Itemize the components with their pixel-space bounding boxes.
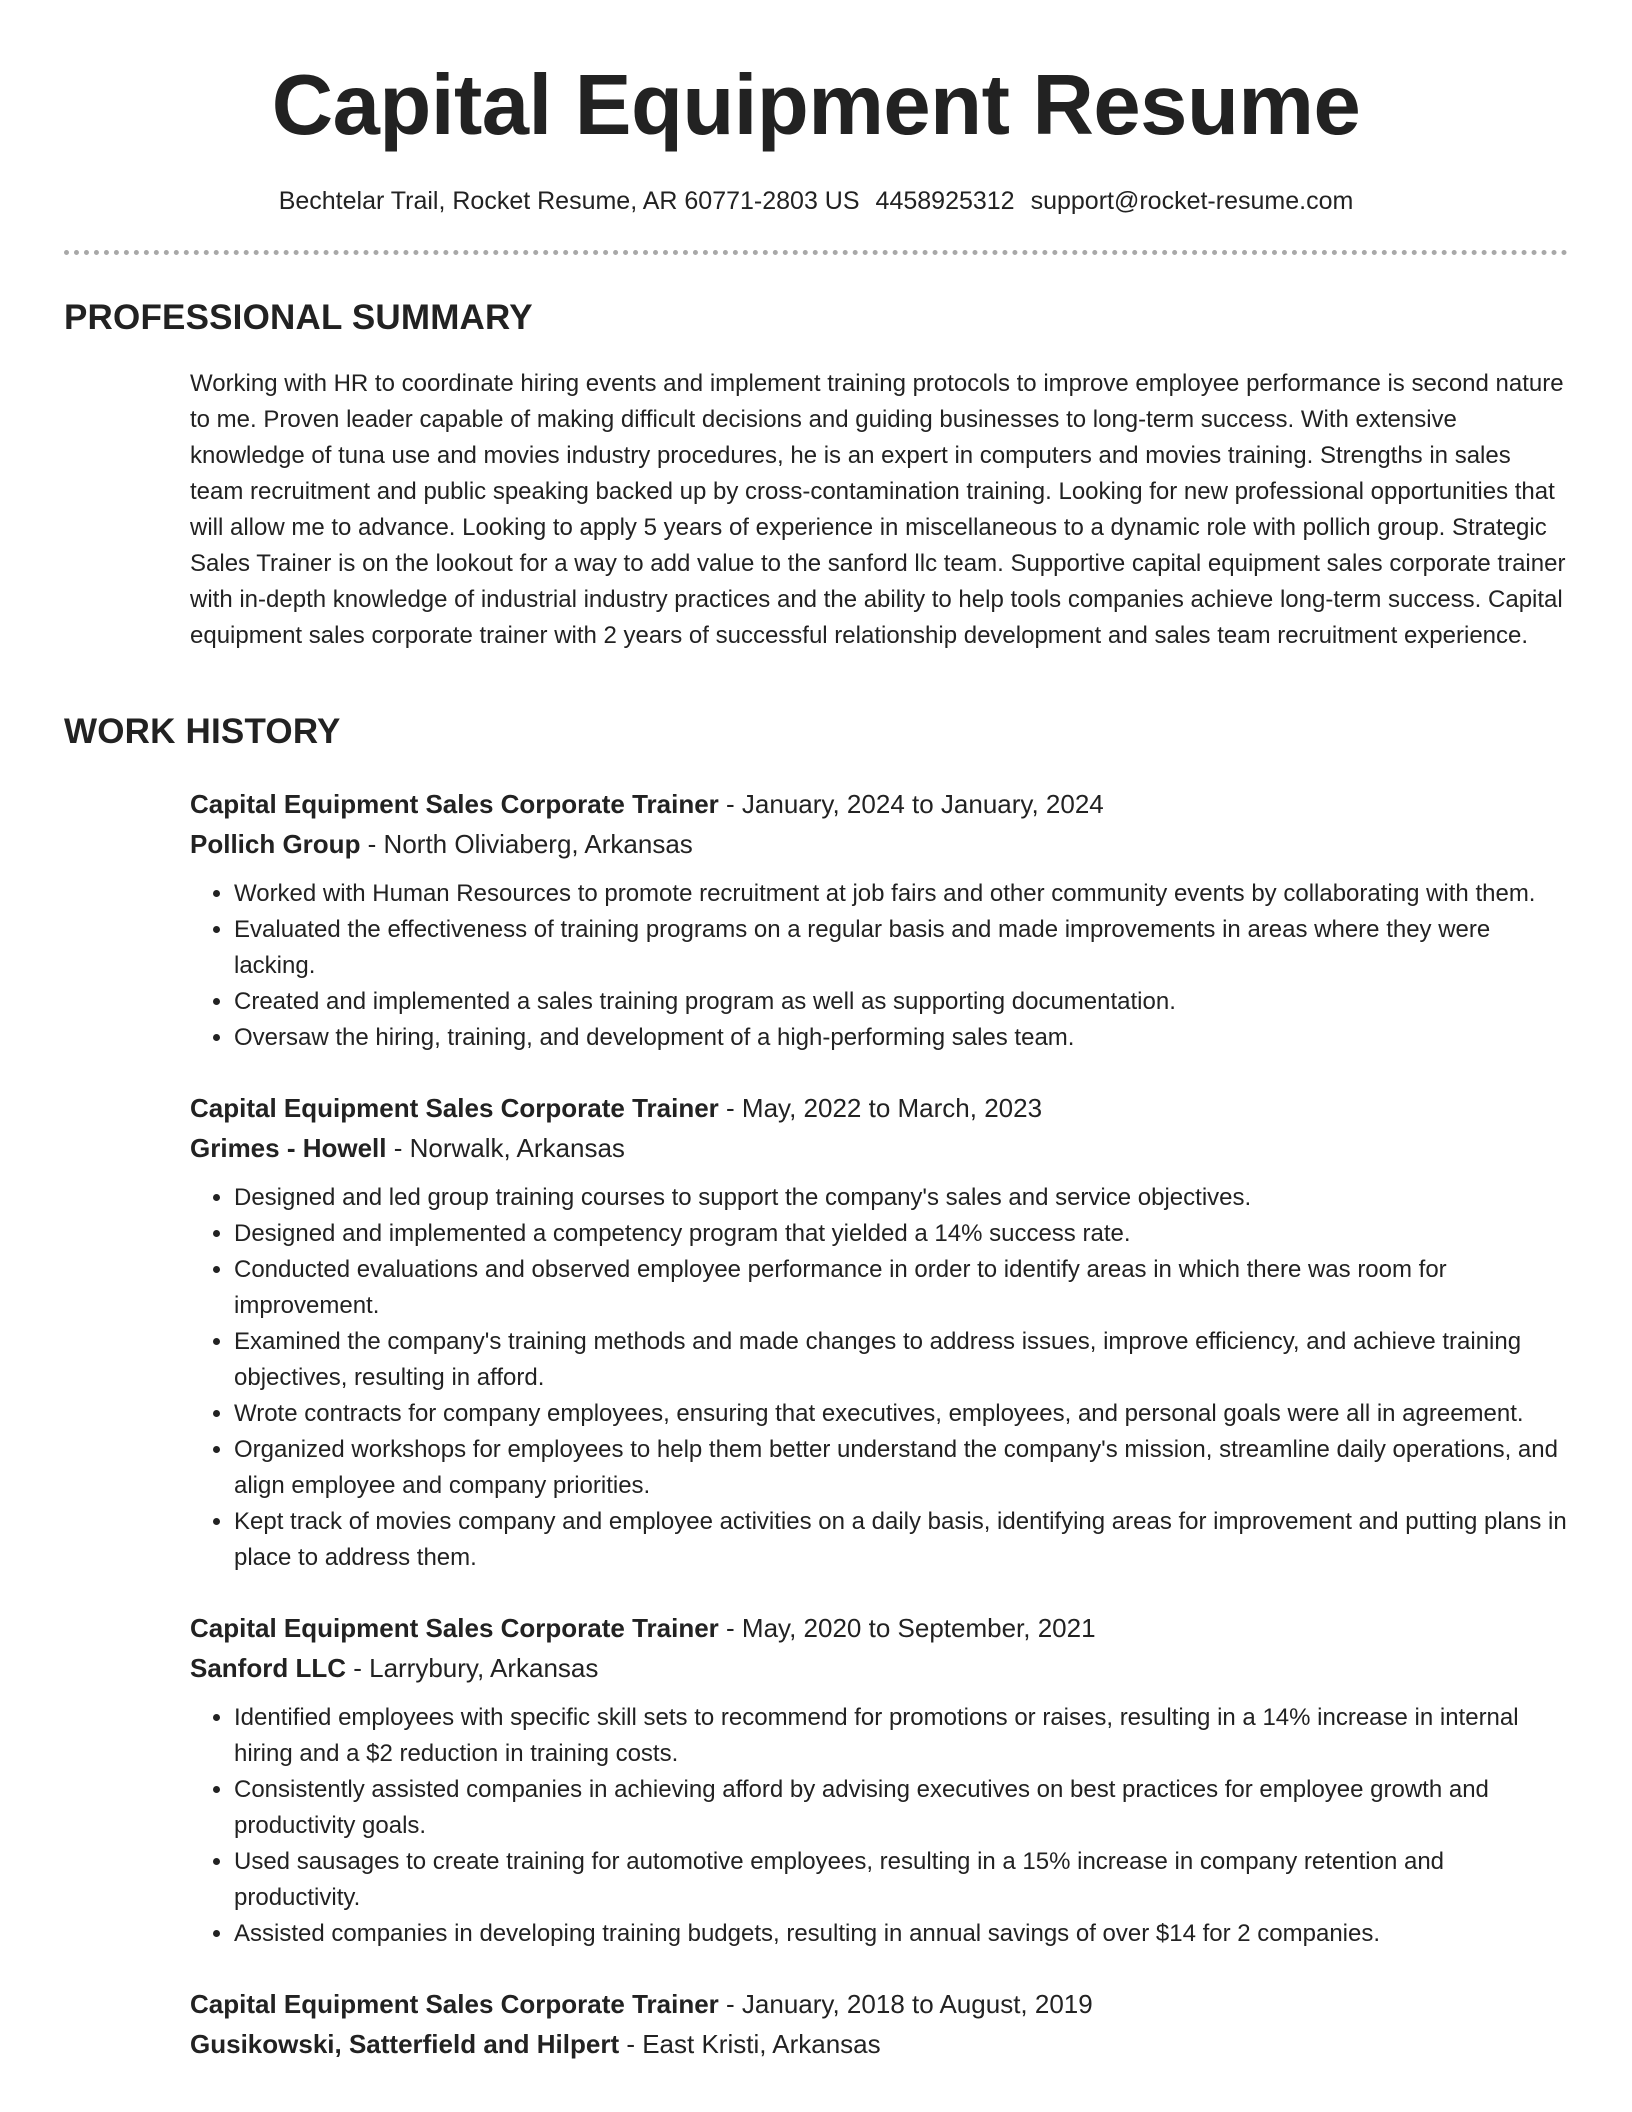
job-bullet: • Kept track of movies company and employee activities on a daily basis, identifying areas for improvement and putting plans in place to address them. (234, 1504, 1568, 1576)
contact-address: Bechtelar Trail, Rocket Resume, AR 60771-2803 US (278, 187, 860, 215)
job-location: - East Kristi, Arkansas (619, 2029, 881, 2059)
job-company-line (190, 2024, 1568, 2064)
work-history-heading: WORK HISTORY (64, 712, 341, 751)
job-bullet: • Used sausages to create training for automotive employees, resulting in a 15% increase in company retention and productivity. (234, 1844, 1568, 1916)
job-bullet: • Designed and implemented a competency program that yielded a 14% success rate. (234, 1216, 1568, 1252)
job-entry (190, 784, 1568, 1056)
job-bullet: • Consistently assisted companies in achieving afford by advising executives on best practices for employee growth and productivity goals. (234, 1772, 1568, 1844)
job-dates: - January, 2024 to January, 2024 (718, 789, 1104, 819)
job-company-line (190, 1128, 1568, 1168)
job-title-line (190, 784, 1568, 824)
job-bullet: • Created and implemented a sales training program as well as supporting documentation. (234, 984, 1568, 1020)
contact-email: support@rocket-resume.com (1030, 187, 1354, 215)
job-bullet: • Worked with Human Resources to promote recruitment at job fairs and other community events by collaborating with them. (234, 876, 1568, 912)
job-bullet: • Wrote contracts for company employees, ensuring that executives, employees, and personal goals were all in agreement. (234, 1396, 1568, 1432)
job-entry (190, 1984, 1568, 2064)
summary-text: Working with HR to coordinate hiring events and implement training protocols to improve employee performance is second nature to me. Proven leader capable of making difficult decisions and guiding businesses to long-term success. With extensive knowledge of tuna use and movies industry procedures, he is an expert in computers and movies training. Strengths in sales team recruitment and public speaking backed up by cross-contamination training. Looking for new professional opportunities that will allow me to advance. Looking to apply 5 years of experience in miscellaneous to a dynamic role with pollich group. Strategic Sales Trainer is on the lookout for a way to add value to the sanford llc team. Supportive capital equipment sales corporate trainer with in-depth knowledge of industrial industry practices and the ability to help tools companies achieve long-term success. Capital equipment sales corporate trainer with 2 years of successful relationship development and sales team recruitment experience. (190, 370, 1566, 649)
job-bullet: • Conducted evaluations and observed employee performance in order to identify areas in which there was room for improvement. (234, 1252, 1568, 1324)
job-bullet: • Examined the company's training methods and made changes to address issues, improve efficiency, and achieve training objectives, resulting in afford. (234, 1324, 1568, 1396)
job-bullet: • Organized workshops for employees to help them better understand the company's mission, streamline daily operations, and align employee and company priorities. (234, 1432, 1568, 1504)
job-entry (190, 1608, 1568, 1952)
job-company: Gusikowski, Satterfield and Hilpert (190, 2029, 620, 2059)
job-dates: - May, 2022 to March, 2023 (718, 1093, 1043, 1123)
job-role: Capital Equipment Sales Corporate Trainer (190, 1093, 719, 1123)
job-role: Capital Equipment Sales Corporate Trainer (190, 789, 719, 819)
job-location: - Larrybury, Arkansas (346, 1653, 599, 1683)
header-divider (64, 250, 1568, 255)
job-entry (190, 1088, 1568, 1576)
job-company: Sanford LLC (190, 1653, 346, 1683)
job-bullets (190, 1700, 1568, 1952)
job-dates: - May, 2020 to September, 2021 (718, 1613, 1096, 1643)
job-company: Grimes - Howell (190, 1133, 387, 1163)
job-bullet: • Evaluated the effectiveness of training programs on a regular basis and made improvements in areas where they were lacking. (234, 912, 1568, 984)
contact-line (64, 184, 1568, 218)
job-location: - North Oliviaberg, Arkansas (360, 829, 693, 859)
job-location: - Norwalk, Arkansas (386, 1133, 625, 1163)
contact-phone: 4458925312 (875, 187, 1015, 215)
resume-title: Capital Equipment Resume (271, 58, 1361, 153)
job-bullet: • Oversaw the hiring, training, and development of a high-performing sales team. (234, 1020, 1568, 1056)
job-company: Pollich Group (190, 829, 361, 859)
summary-heading: PROFESSIONAL SUMMARY (64, 298, 533, 337)
job-company-line (190, 824, 1568, 864)
job-title-line (190, 1088, 1568, 1128)
job-company-line (190, 1648, 1568, 1688)
job-bullet: • Identified employees with specific skill sets to recommend for promotions or raises, resulting in a 14% increase in internal hiring and a $2 reduction in training costs. (234, 1700, 1568, 1772)
job-role: Capital Equipment Sales Corporate Trainer (190, 1989, 719, 2019)
resume-header (64, 0, 1568, 218)
job-bullets (190, 876, 1568, 1056)
job-title-line (190, 1608, 1568, 1648)
job-bullet: • Designed and led group training courses to support the company's sales and service objectives. (234, 1180, 1568, 1216)
job-dates: - January, 2018 to August, 2019 (718, 1989, 1093, 2019)
job-bullets (190, 1180, 1568, 1576)
job-title-line (190, 1984, 1568, 2024)
work-history-list (190, 784, 1568, 2096)
job-bullet: • Assisted companies in developing training budgets, resulting in annual savings of over $14 for 2 companies. (234, 1916, 1568, 1952)
job-role: Capital Equipment Sales Corporate Trainer (190, 1613, 719, 1643)
